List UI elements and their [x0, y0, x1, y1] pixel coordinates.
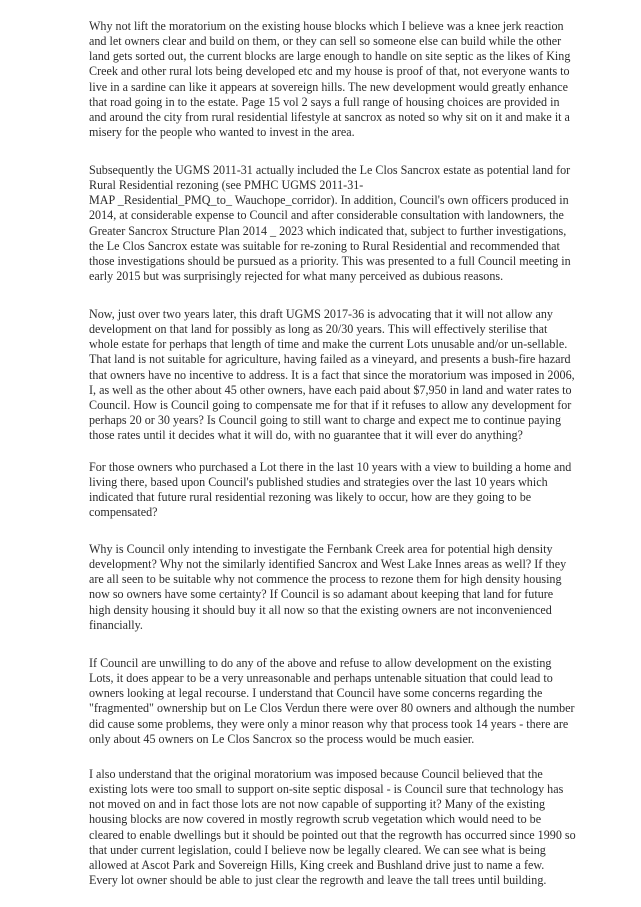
paragraph-draft-ugms-2017-36: Now, just over two years later, this draft UGMS 2017-36 is advocating that it will not allow any development on that land for possibly as long as 20/30 years. This will effectively sterilise that whole estate for perhaps that length of time and make the current Lots unusable and/or un-sellable. That land is not suitable for agriculture, having failed as a vineyard, and presents a bush-fire hazard that owners have no incentive to address. It is a fact that since the moratorium was imposed in 2006, I, as well as the other about 45 other owners, have each paid about $7,950 in land and water rates to Council. How is Council going to compensate me for that if it refuses to allow any development for perhaps 20 or 30 years? Is Council going to still want to charge and expect me to continue paying those rates until it decides what it will do, with no guarantee that it will ever do anything?: [89, 307, 575, 443]
paragraph-ugms-2011-31: Subsequently the UGMS 2011-31 actually included the Le Clos Sancrox estate as potential land for Rural Residential rezoning (see PMHC UGMS 2011-31- MAP _Residential_PMQ_to_ Wauchope_corridor). In addition, Council's own officers produced in 2014, at considerable expense to Council and after considerable consultation with landowners, the Greater Sancrox Structure Plan 2014 _ 2023 which indicated that, subject to further investigations, the Le Clos Sancrox estate was suitable for re-zoning to Rural Residential and recommended that those investigations should be pursued as a priority. This was presented to a full Council meeting in early 2015 but was surprisingly rejected for what many perceived as dubious reasons.: [89, 163, 571, 284]
paragraph-owner-compensation: For those owners who purchased a Lot there in the last 10 years with a view to building a home and living there, based upon Council's published studies and strategies over the last 10 years which indicated that future rural residential rezoning was likely to occur, how are they going to be compensated?: [89, 460, 572, 520]
paragraph-moratorium-lift: Why not lift the moratorium on the existing house blocks which I believe was a knee jerk reaction and let owners clear and build on them, or they can sell so someone else can build while the other land gets sorted out, the current blocks are large enough to handle on site septic as the likes of King Creek and other rural lots being developed etc and my house is proof of that, not everyone wants to live in a sardine can like it appears at sovereign hills. The new development would greatly enhance that road going in to the estate. Page 15 vol 2 says a full range of housing choices are provided in and around the city from rural residential lifestyle at sancrox as noted so why sit on it and make it a misery for the people who wanted to invest in the area.: [89, 19, 571, 140]
paragraph-septic-regrowth: I also understand that the original moratorium was imposed because Council believed that the existing lots were too small to support on-site septic disposal - is Council sure that technology has not moved on and in fact those lots are not now capable of supporting it? Many of the existing housing blocks are now covered in mostly regrowth scrub vegetation which would need to be cleared to enable dwellings but it should be pointed out that the regrowth has occurred since 1990 so that under current legislation, could I believe now be legally cleared. We can see what is being allowed at Ascot Park and Sovereign Hills, King creek and Bushland drive just to name a few. Every lot owner should be able to just clear the regrowth and leave the tall trees until building.: [89, 767, 576, 888]
paragraph-legal-recourse: If Council are unwilling to do any of the above and refuse to allow development on the existing Lots, it does appear to be a very unreasonable and perhaps untenable situation that could lead to owners looking at legal recourse. I understand that Council have some concerns regarding the "fragmented" ownership but on Le Clos Verdun there were over 80 owners and although the number did cause some problems, they were only a minor reason why that process took 14 years - there are only about 45 owners on Le Clos Sancrox so the process would be much easier.: [89, 656, 575, 746]
paragraph-fernbank-creek: Why is Council only intending to investigate the Fernbank Creek area for potential high density development? Why not the similarly identified Sancrox and West Lake Innes areas as well? If they are all seen to be suitable why not commence the process to rezone them for high density housing now so owners have some certainty? If Council is so adamant about keeping that land for future high density housing it should buy it all now so that the existing owners are not inconvenienced financially.: [89, 542, 567, 632]
